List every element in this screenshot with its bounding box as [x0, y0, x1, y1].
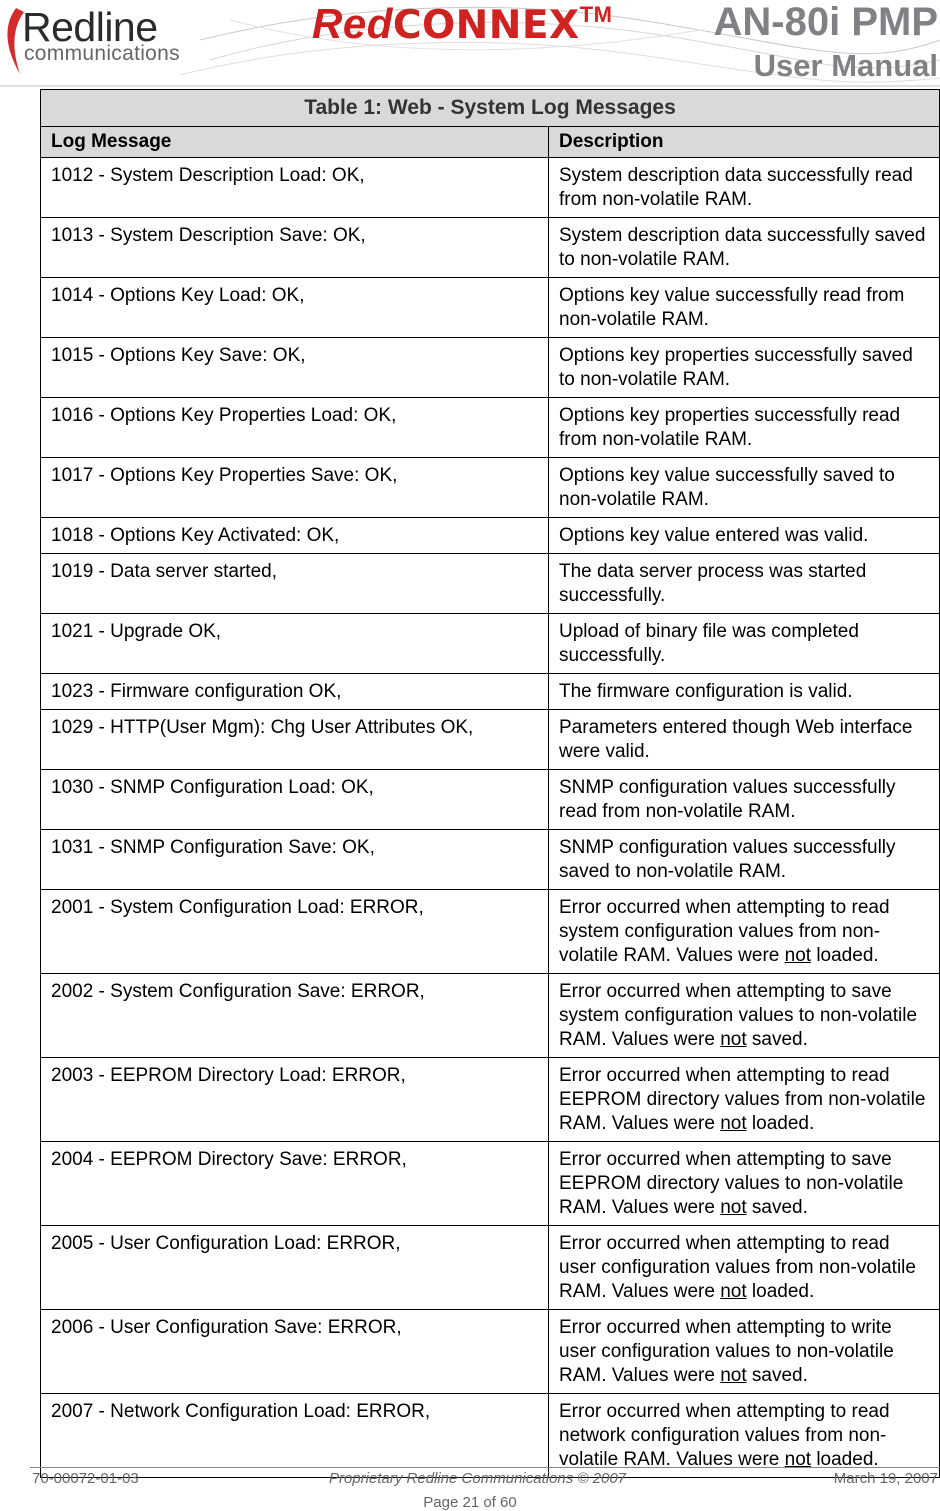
- description-emphasis: not: [784, 945, 812, 966]
- table-row: [41, 770, 940, 830]
- column-header-description: Description: [549, 127, 940, 158]
- table-row: [41, 974, 940, 1058]
- table-caption-separator: :: [375, 96, 383, 119]
- product-name: AN-80i PMP: [713, 0, 938, 44]
- log-message-cell: 2004 - EEPROM Directory Save: ERROR,: [41, 1142, 549, 1226]
- logo-wordmark: Redline: [22, 4, 158, 50]
- table-row: [41, 614, 940, 674]
- footer-copyright: Proprietary Redline Communications © 2007: [329, 1470, 627, 1487]
- description-cell: [549, 890, 940, 974]
- table-row: [41, 398, 940, 458]
- table-row: [41, 218, 940, 278]
- log-message-cell: 1021 - Upgrade OK,: [41, 614, 549, 674]
- table-caption-label: Table 1: [304, 96, 376, 119]
- table-row: [41, 830, 940, 890]
- description-text-end: loaded.: [811, 1449, 879, 1470]
- table-row: [41, 338, 940, 398]
- log-message-cell: 1012 - System Description Load: OK,: [41, 158, 549, 218]
- description-cell: Options key value successfully read from non-volatile RAM.: [549, 278, 940, 338]
- description-text-end: saved.: [746, 1365, 808, 1386]
- description-cell: The firmware configuration is valid.: [549, 674, 940, 710]
- log-message-cell: 1015 - Options Key Save: OK,: [41, 338, 549, 398]
- description-emphasis: not: [720, 1029, 747, 1050]
- column-header-log-message: Log Message: [41, 127, 549, 158]
- log-message-cell: 1031 - SNMP Configuration Save: OK,: [41, 830, 549, 890]
- description-text: Error occurred when attempting to read EEPROM directory values from non-volatile RAM. Values were: [559, 1065, 926, 1134]
- description-cell: Options key properties successfully saved to non-volatile RAM.: [549, 338, 940, 398]
- table-row: [41, 458, 940, 518]
- table-row: [41, 1142, 940, 1226]
- table-row: [41, 278, 940, 338]
- description-cell: Options key value entered was valid.: [549, 518, 940, 554]
- table-row: [41, 674, 940, 710]
- description-emphasis: not: [720, 1365, 747, 1386]
- table-row: [41, 1310, 940, 1394]
- footer-page-number: Page 21 of 60: [423, 1494, 517, 1511]
- description-cell: [549, 1142, 940, 1226]
- description-cell: SNMP configuration values successfully saved to non-volatile RAM.: [549, 830, 940, 890]
- description-cell: Upload of binary file was completed successfully.: [549, 614, 940, 674]
- footer-date: March 19, 2007: [833, 1470, 938, 1487]
- log-message-cell: 1014 - Options Key Load: OK,: [41, 278, 549, 338]
- log-message-cell: 1029 - HTTP(User Mgm): Chg User Attributes OK,: [41, 710, 549, 770]
- description-emphasis: not: [720, 1281, 747, 1302]
- table-row: [41, 1058, 940, 1142]
- description-cell: Options key properties successfully read from non-volatile RAM.: [549, 398, 940, 458]
- table-row: [41, 1394, 940, 1478]
- description-text-end: saved.: [746, 1029, 808, 1050]
- description-cell: [549, 1310, 940, 1394]
- page-header: [0, 0, 940, 88]
- document-title: User Manual: [753, 48, 938, 83]
- table-row: [41, 554, 940, 614]
- brand-connex-part: CONNEX: [392, 3, 580, 48]
- description-text-end: loaded.: [746, 1281, 815, 1302]
- description-emphasis: not: [720, 1197, 747, 1218]
- description-text: Error occurred when attempting to write user configuration values to non-volatile RAM. Values were: [559, 1317, 894, 1386]
- description-cell: System description data successfully saved to non-volatile RAM.: [549, 218, 940, 278]
- footer-doc-number: 70-00072-01-03: [32, 1470, 139, 1487]
- log-message-cell: 1017 - Options Key Properties Save: OK,: [41, 458, 549, 518]
- description-text-end: loaded.: [811, 945, 879, 966]
- table-row: [41, 890, 940, 974]
- description-cell: Parameters entered though Web interface were valid.: [549, 710, 940, 770]
- description-cell: Options key value successfully saved to non-volatile RAM.: [549, 458, 940, 518]
- system-log-messages-table: [40, 89, 940, 1478]
- footer-divider: [30, 1467, 940, 1468]
- description-cell: System description data successfully read from non-volatile RAM.: [549, 158, 940, 218]
- description-text: Error occurred when attempting to read system configuration values from non-volatile RAM. Values were: [559, 897, 890, 966]
- table-row: [41, 1226, 940, 1310]
- description-cell: SNMP configuration values successfully read from non-volatile RAM.: [549, 770, 940, 830]
- table-row: [41, 158, 940, 218]
- description-cell: [549, 974, 940, 1058]
- log-message-cell: 1013 - System Description Save: OK,: [41, 218, 549, 278]
- description-emphasis: not: [720, 1113, 747, 1134]
- log-message-cell: 2005 - User Configuration Load: ERROR,: [41, 1226, 549, 1310]
- log-message-cell: 1018 - Options Key Activated: OK,: [41, 518, 549, 554]
- description-cell: [549, 1226, 940, 1310]
- log-message-cell: 2002 - System Configuration Save: ERROR,: [41, 974, 549, 1058]
- table-caption-title: Web - System Log Messages: [382, 96, 676, 119]
- log-message-cell: 2006 - User Configuration Save: ERROR,: [41, 1310, 549, 1394]
- table-row: [41, 518, 940, 554]
- description-text: Error occurred when attempting to save EEPROM directory values to non-volatile RAM. Values were: [559, 1149, 904, 1218]
- description-cell: [549, 1058, 940, 1142]
- logo-subtitle: communications: [24, 42, 180, 65]
- product-brand: [312, 0, 612, 48]
- description-emphasis: not: [784, 1449, 812, 1470]
- description-text: Error occurred when attempting to read user configuration values from non-volatile RAM. Values were: [559, 1233, 916, 1302]
- log-message-cell: 2001 - System Configuration Load: ERROR,: [41, 890, 549, 974]
- log-message-cell: 2007 - Network Configuration Load: ERROR,: [41, 1394, 549, 1478]
- description-text: Error occurred when attempting to save system configuration values to non-volatile RAM. Values were: [559, 981, 918, 1050]
- description-text-end: saved.: [746, 1197, 808, 1218]
- log-message-cell: 1019 - Data server started,: [41, 554, 549, 614]
- description-text-end: loaded.: [746, 1113, 815, 1134]
- description-cell: [549, 1394, 940, 1478]
- log-message-cell: 1023 - Firmware configuration OK,: [41, 674, 549, 710]
- brand-red-part: Red: [312, 0, 393, 47]
- table-body: [41, 158, 940, 1478]
- table-caption: [41, 90, 940, 127]
- log-message-cell: 1030 - SNMP Configuration Load: OK,: [41, 770, 549, 830]
- log-message-cell: 1016 - Options Key Properties Load: OK,: [41, 398, 549, 458]
- brand-trademark: TM: [579, 2, 613, 27]
- log-message-cell: 2003 - EEPROM Directory Load: ERROR,: [41, 1058, 549, 1142]
- description-cell: The data server process was started successfully.: [549, 554, 940, 614]
- table-row: [41, 710, 940, 770]
- description-text: Error occurred when attempting to read network configuration values from non-volatile RAM. Values were: [559, 1401, 890, 1470]
